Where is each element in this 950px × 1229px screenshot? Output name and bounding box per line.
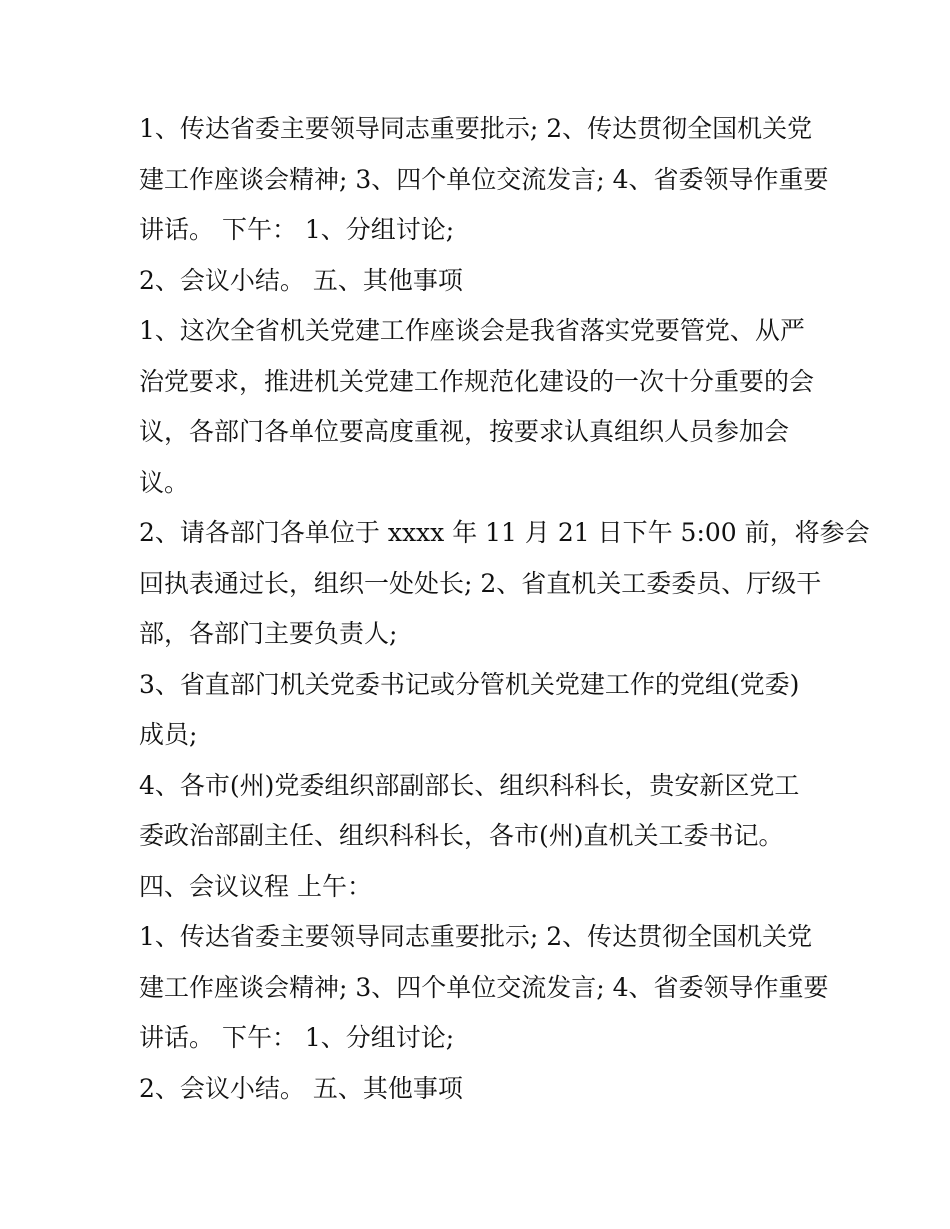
text-line: 建工作座谈会精神; 3、四个单位交流发言; 4、省委领导作重要 (139, 164, 829, 194)
text-line: 讲话。 下午： 1、分组讨论; (139, 1023, 455, 1052)
text-line: 2、请各部门各单位于 xxxx 年 11 月 21 日下午 5:00 前，将参会 (139, 518, 870, 547)
text-line: 部，各部门主要负责人; (139, 619, 398, 648)
text-line: 委政治部副主任、组织科科长，各市(州)直机关工委书记。 (139, 821, 784, 850)
text-line: 成员; (139, 720, 198, 749)
text-line: 2、会议小结。 五、其他事项 (139, 265, 463, 295)
text-line: 1、传达省委主要领导同志重要批示; 2、传达贯彻全国机关党 (139, 922, 813, 951)
text-line: 2、会议小结。 五、其他事项 (139, 1073, 463, 1103)
text-line: 1、传达省委主要领导同志重要批示; 2、传达贯彻全国机关党 (139, 114, 813, 143)
text-line: 4、各市(州)党委组织部副部长、组织科科长，贵安新区党工 (139, 770, 800, 800)
text-line: 3、省直部门机关党委书记或分管机关党建工作的党组(党委) (139, 669, 800, 699)
text-line: 讲话。 下午： 1、分组讨论; (139, 215, 455, 244)
section-heading: 四、会议议程 上午： (139, 871, 372, 901)
text-line: 治党要求，推进机关党建工作规范化建设的一次十分重要的会 (139, 366, 815, 396)
text-line: 议，各部门各单位要高度重视，按要求认真组织人员参加会 (139, 417, 790, 446)
text-line: 建工作座谈会精神; 3、四个单位交流发言; 4、省委领导作重要 (139, 972, 829, 1002)
document-body (139, 104, 870, 1114)
text-line: 回执表通过长，组织一处处长; 2、省直机关工委委员、厅级干 (139, 568, 822, 598)
text-line: 1、这次全省机关党建工作座谈会是我省落实党要管党、从严 (139, 316, 805, 345)
text-line: 议。 (139, 467, 190, 497)
